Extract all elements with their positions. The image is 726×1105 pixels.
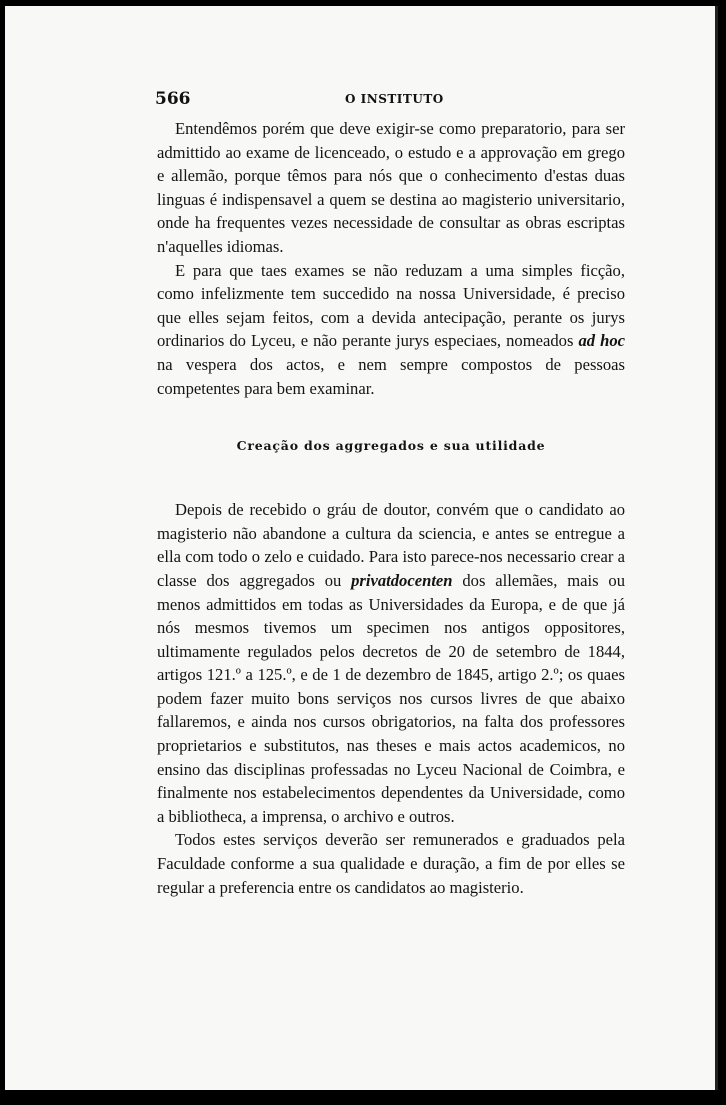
body-text [157, 117, 625, 899]
paragraph-3-italic: privatdocenten [351, 570, 453, 590]
paragraph-2-text-b: na vespera dos actos, e nem sempre compostos de pessoas competentes para bem examinar. [157, 354, 625, 398]
paragraph-3-text-a: Depois de recebido o gráu de doutor, convém que o candidato ao magisterio não abandone a cultura da sciencia, e antes se entregue a ella com todo o zelo e cuidado. Para isto parece-nos necessario crear a classe dos aggregados ou [157, 500, 625, 590]
page-header [155, 89, 635, 113]
page-number: 566 [155, 89, 191, 109]
paragraph-1: Entendêmos porém que deve exigir-se como preparatorio, para ser admittido ao exame de licenceado, o estudo e a approvação em grego e allemão, porque têmos para nós que o conhecimento d'estas duas linguas é indispensavel a quem se destina ao magisterio universitario, onde ha frequentes vezes necessidade de consultar as obras escriptas n'aquelles idiomas. [157, 119, 625, 256]
paragraph-2-text-a: E para que taes exames se não reduzam a uma simples ficção, como infelizmente tem succedido na nossa Universidade, é preciso que elles sejam feitos, com a devida antecipação, perante os jurys ordinarios do Lyceu, e não perante jurys especiaes, nomeados [157, 260, 625, 351]
paragraph-4: Todos estes serviços deverão ser remunerados e graduados pela Faculdade conforme a sua qualidade e duração, a fim de por elles se regular a preferencia entre os candidatos ao magisterio. [157, 830, 625, 897]
paragraph-3 [157, 498, 625, 828]
paragraph-2-italic: ad hoc [578, 331, 625, 351]
section-heading: Creação dos aggregados e sua utilidade [236, 438, 546, 454]
paragraph-2 [157, 259, 625, 401]
running-title: O INSTITUTO [345, 92, 444, 106]
paragraph-3-text-b: dos allemães, mais ou menos admittidos em todas as Universidades da Europa, e de que já nós mesmos tivemos um specimen nos antigos oppositores, ultimamente regulados pelos decretos de 20 de setembro de 1844, artigos 121.º a 125.º, e de 1 de dezembro de 1845, artigo 2.º; os quaes podem fazer muito bons serviços nos cursos livres de que abaixo fallaremos, e ainda nos cursos obrigatorios, na falta dos professores proprietarios e substitutos, nas theses e mais actos academicos, no ensino das disciplinas professadas no Lyceu Nacional de Coimbra, e finalmente nos estabelecimentos dependentes da Universidade, como a bibliotheca, a imprensa, o archivo e outros. [157, 570, 625, 826]
